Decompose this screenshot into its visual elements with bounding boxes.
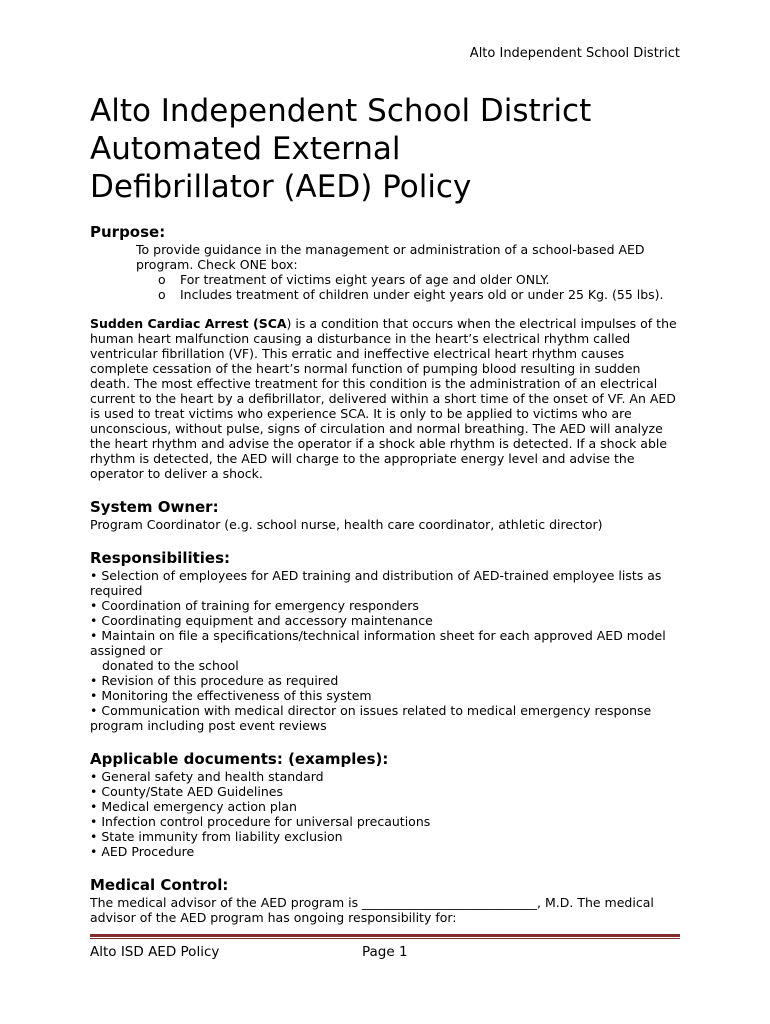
applicable-documents-section xyxy=(90,749,682,859)
title-line-2: Automated External xyxy=(90,131,401,167)
footer-doc-name: Alto ISD AED Policy xyxy=(90,944,220,960)
list-item: • County/State AED Guidelines xyxy=(90,784,283,799)
list-item: • Revision of this procedure as required xyxy=(90,673,339,688)
option-bullet: o xyxy=(158,287,166,302)
purpose-options xyxy=(158,272,682,302)
title-line-3: Defibrillator (AED) Policy xyxy=(90,169,472,205)
list-item: • Communication with medical director on issues related to medical emergency response program including post event reviews xyxy=(90,703,652,733)
medical-control-section xyxy=(90,875,682,925)
sca-bold-lead: Sudden Cardiac Arrest (SCA xyxy=(90,316,287,331)
list-item: • Infection control procedure for universal precautions xyxy=(90,814,431,829)
applicable-documents-list xyxy=(90,769,682,859)
list-item: • AED Procedure xyxy=(90,844,195,859)
document-title xyxy=(90,92,690,206)
page-number: Page 1 xyxy=(362,944,408,960)
document-body xyxy=(90,222,682,925)
list-item: • State immunity from liability exclusion xyxy=(90,829,343,844)
list-item: • Maintain on file a specifications/technical information sheet for each approved AED model assigned or xyxy=(90,628,666,658)
purpose-option-1 xyxy=(158,272,682,287)
responsibilities-list xyxy=(90,568,682,733)
system-owner-heading: System Owner: xyxy=(90,498,219,516)
system-owner-section xyxy=(90,497,682,532)
purpose-heading: Purpose: xyxy=(90,223,166,241)
responsibilities-section xyxy=(90,548,682,733)
purpose-option-text: Includes treatment of children under eight years old or under 25 Kg. (55 lbs). xyxy=(180,287,664,302)
list-item: • Medical emergency action plan xyxy=(90,799,297,814)
list-item: • General safety and health standard xyxy=(90,769,324,784)
list-item: • Coordination of training for emergency responders xyxy=(90,598,419,613)
medical-control-text: The medical advisor of the AED program is ____________________________, M.D. The medical advisor of the AED program has ongoing responsibility for: xyxy=(90,895,654,925)
system-owner-text: Program Coordinator (e.g. school nurse, health care coordinator, athletic director) xyxy=(90,517,603,532)
option-bullet: o xyxy=(158,272,166,287)
responsibilities-heading: Responsibilities: xyxy=(90,549,231,567)
purpose-option-2 xyxy=(158,287,682,302)
applicable-documents-heading: Applicable documents: (examples): xyxy=(90,750,389,768)
sca-paragraph xyxy=(90,316,682,481)
running-header: Alto Independent School District xyxy=(469,46,680,61)
purpose-section xyxy=(90,222,682,302)
list-item: • Coordinating equipment and accessory maintenance xyxy=(90,613,433,628)
list-item: donated to the school xyxy=(102,658,239,673)
purpose-option-text: For treatment of victims eight years of age and older ONLY. xyxy=(180,272,550,287)
footer-divider xyxy=(90,934,680,939)
medical-control-heading: Medical Control: xyxy=(90,876,229,894)
sca-text: ) is a condition that occurs when the electrical impulses of the human heart malfunction causing a disturbance in the heart’s electrical rhythm called ventricular fibrillation (VF). This erratic and ineffective electrical heart rhythm causes complete cessation of the heart’s normal function of pumping blood resulting in sudden death. The most effective treatment for this condition is the administration of an electrical current to the heart by a defibrillator, delivered within a short time of the onset of VF. An AED is used to treat victims who experience SCA. It is only to be applied to victims who are unconscious, without pulse, signs of circulation and normal breathing. The AED will analyze the heart rhythm and advise the operator if a shock able rhythm is detected. If a shock able rhythm is detected, the AED will charge to the appropriate energy level and advise the operator to deliver a shock. xyxy=(90,316,677,481)
title-line-1: Alto Independent School District xyxy=(90,93,592,129)
purpose-text: To provide guidance in the management or administration of a school-based AED program. Check ONE box: xyxy=(136,242,645,272)
list-item: • Monitoring the effectiveness of this system xyxy=(90,688,372,703)
list-item: • Selection of employees for AED training and distribution of AED-trained employee lists as required xyxy=(90,568,662,598)
